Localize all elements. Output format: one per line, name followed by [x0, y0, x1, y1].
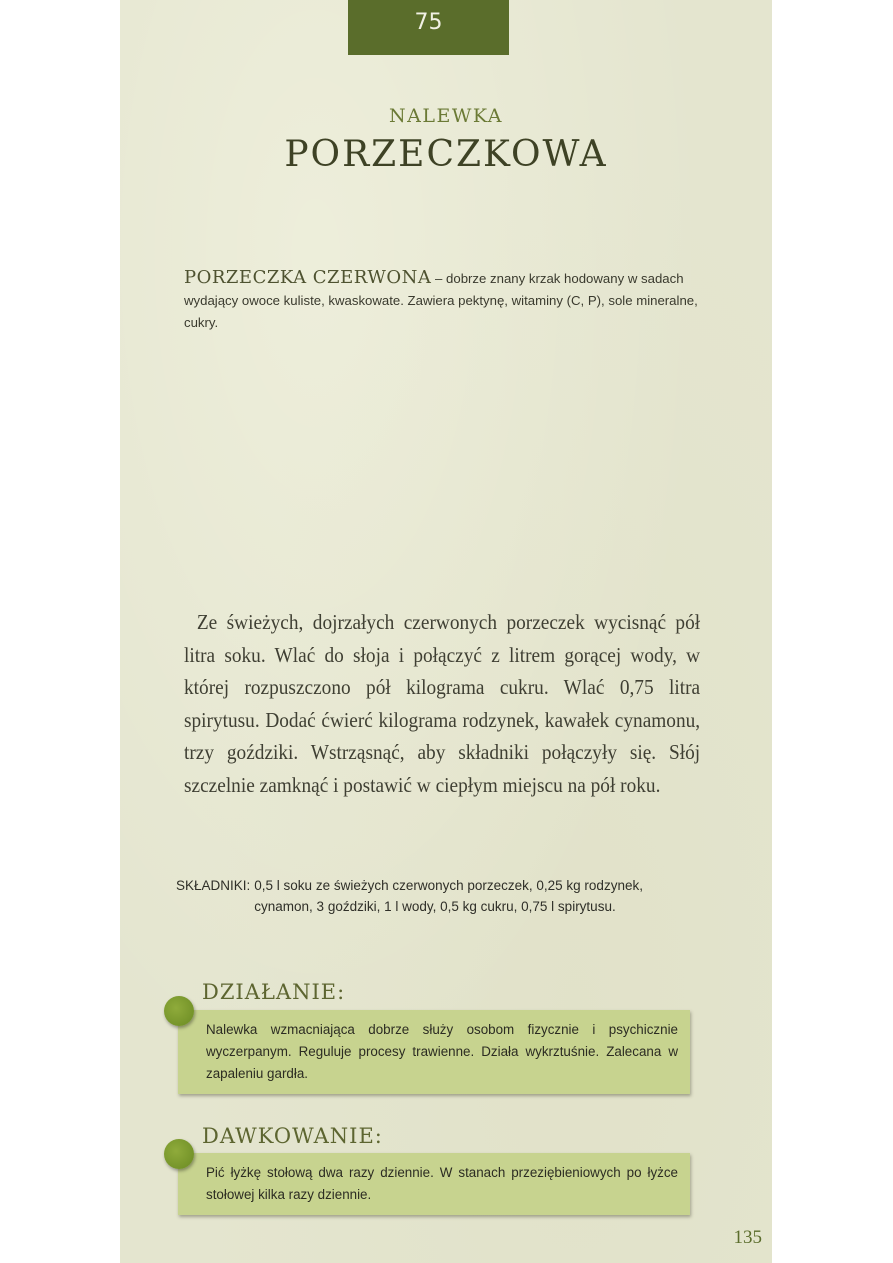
recipe-number-badge: 75 [348, 0, 509, 55]
section-box-action: Nalewka wzmacniająca dobrze służy osobom fizycznie i psychicznie wyczerpanym. Reguluje procesy trawienne. Działa wykrztuśnie. Zalecana w zapaleniu gardła. [178, 1010, 690, 1094]
recipe-instructions: Ze świeżych, dojrzałych czerwonych porzeczek wycisnąć pół litra soku. Wlać do słoja i połączyć z litrem gorącej wody, w której rozpuszczono pół kilograma cukru. Wlać 0,75 litra spirytusu. Dodać ćwierć kilograma rodzynek, kawałek cynamonu, trzy goździki. Wstrząsnąć, aby składniki połączyły się. Słój szczelnie zamknąć i postawić w ciepłym miejscu na pół roku. [184, 610, 701, 797]
intro-lead: PORZECZKA CZERWONA [184, 267, 432, 288]
ingredients-text: 0,5 l soku ze świeżych czerwonych porzeczek, 0,25 kg rodzynek, cynamon, 3 goździki, 1 l wody, 0,5 kg cukru, 0,75 l spirytusu. [254, 878, 643, 914]
section-title-action: DZIAŁANIE: [202, 980, 346, 1004]
intro-text: – dobrze znany krzak hodowany w sadach wydający owoce kuliste, kwaskowate. Zawiera pektynę, witaminy (C, P), sole mineralne, cukry. [184, 271, 698, 330]
bullet-dot-icon [164, 996, 194, 1026]
section-box-dosage: Pić łyżkę stołową dwa razy dziennie. W stanach przeziębieniowych po łyżce stołowej kilka razy dziennie. [178, 1153, 690, 1215]
ingredients-block [176, 875, 696, 917]
bullet-dot-icon [164, 1139, 194, 1169]
ingredients-label: SKŁADNIKI: [176, 878, 251, 893]
section-title-dosage: DAWKOWANIE: [202, 1124, 383, 1148]
intro-paragraph [184, 267, 700, 334]
recipe-title: PORZECZKOWA [284, 134, 608, 175]
book-page [120, 0, 772, 1263]
page-number: 135 [733, 1227, 762, 1248]
recipe-subtitle: NALEWKA [388, 105, 503, 127]
